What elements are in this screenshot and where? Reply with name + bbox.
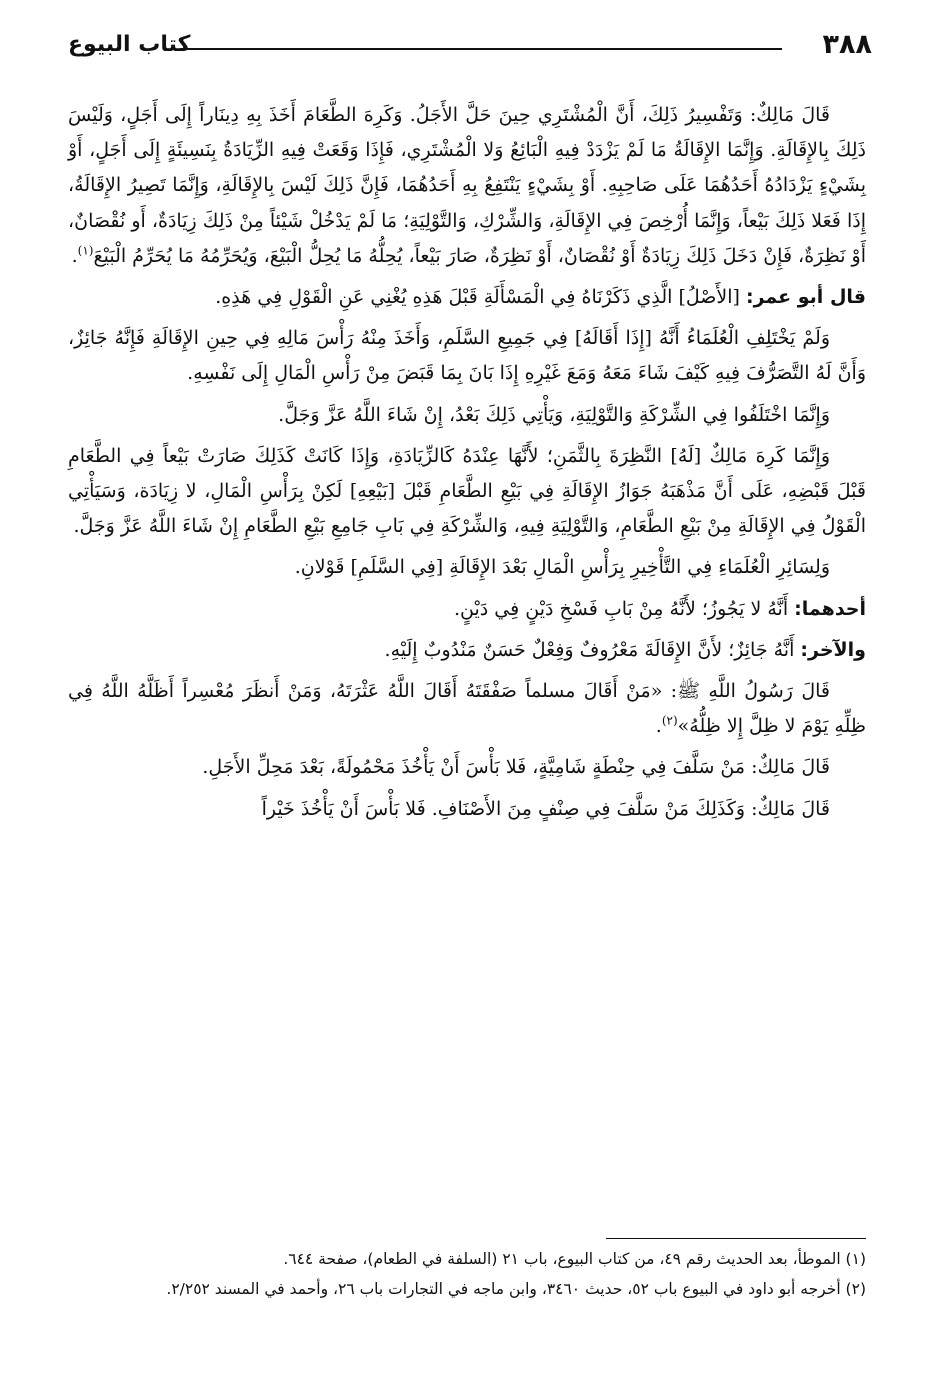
paragraph-speaker: قال أبو عمر: (746, 286, 866, 309)
paragraph-text: [الأَصْلُ] الَّذِي ذَكَرْنَاهُ فِي الْمَسْأَلَةِ قَبْلَ هَذِهِ يُغْنِي عَنِ الْقَوْلِ فِي هَذِهِ. (215, 286, 747, 309)
footnote-2: (٢) أخرجه أبو داود في البيوع باب ٥٢، حديث ٣٤٦٠، وابن ماجه في التجارات باب ٢٦، وأحمد في المسند ٢/٢٥٢. (166, 1280, 866, 1298)
footnote-rule (606, 1238, 866, 1239)
main-text (68, 98, 866, 833)
paragraph (68, 98, 866, 274)
header-rule (180, 48, 782, 50)
footnote-1: (١) الموطأ، بعد الحديث رقم ٤٩، من كتاب البيوع، باب ٢١ (السلفة في الطعام)، صفحة ٦٤٤. (283, 1250, 866, 1268)
paragraph-speaker: أحدهما: (794, 597, 866, 620)
paragraph-text: قَالَ مَالِكٌ: مَنْ سَلَّفَ فِي حِنْطَةٍ شَامِيَّةٍ، فَلا بَأْسَ أَنْ يَأْخُذَ مَحْمُولَةً، بَعْدَ مَحِلِّ الأَجَلِ. (202, 756, 830, 779)
paragraph-tail: . (71, 244, 78, 267)
paragraph (68, 550, 866, 585)
paragraph (68, 280, 866, 315)
paragraph-text: أَنَّهُ لا يَجُوزُ؛ لأَنَّهُ مِنْ بَابِ فَسْخِ دَيْنٍ فِي دَيْنٍ. (454, 597, 795, 620)
paragraph (68, 398, 866, 433)
paragraph-text: قَالَ مَالِكٌ: وَكَذَلِكَ مَنْ سَلَّفَ فِي صِنْفٍ مِنَ الأَصْنَافِ. فَلا بَأْسَ أَنْ يَأْخُذَ خَيْراً (261, 797, 830, 820)
paragraph-text: قَالَ مَالِكٌ: وَتَفْسِيرُ ذَلِكَ، أَنَّ الْمُشْتَرِي حِينَ حَلَّ الأَجَلُ. وَكَرِهَ الطَّعَامَ أَخَذَ بِهِ دِينَاراً إِلَى أَجَلٍ، وَلَيْسَ ذَلِكَ بِالإِقَالَةِ. وَإِنَّمَا الإِقَالَةُ مَا لَمْ يَزْدَدْ فِيهِ الْبَائِعُ وَلا الْمُشْتَرِي، فَإِذَا وَقَعَتْ فِيهِ الزِّيَادَةُ بِنَسِيئَةٍ إِلَى أَجَلٍ، أَوْ بِشَيْءٍ يَزْدَادُهُ أَحَدُهُمَا عَلَى صَاحِبِهِ. أَوْ بِشَيْءٍ يَنْتَفِعُ بِهِ أَحَدُهُمَا، فَإِنَّ ذَلِكَ لَيْسَ بِالإِقَالَةِ، وَإِنَّمَا تَصِيرُ الإِقَالَةُ، إِذَا فَعَلا ذَلِكَ بَيْعاً، وَإِنَّمَا أُرْخِصَ فِي الإِقَالَةِ، وَالشِّرْكِ، وَالتَّوْلِيَةِ؛ مَا لَمْ يَدْخُلْ شَيْئاً مِنْ ذَلِكَ زِيَادَةٌ، أَو نُقْصَانٌ، أَوْ نَظِرَةٌ، فَإِنْ دَخَلَ ذَلِكَ زِيَادَةٌ أَوْ نُقْصَانٌ، أَوْ نَظِرَةٌ، صَارَ بَيْعاً، يُحِلُّهُ مَا يُحِلُّ الْبَيْعَ، وَيُحَرِّمُهُ مَا يُحَرِّمُ الْبَيْعَ (68, 104, 866, 267)
paragraph-speaker: والآخر: (800, 638, 866, 661)
paragraph-text: وَلِسَائِرِ الْعُلَمَاءِ فِي التَّأْخِيرِ بِرَأْسِ الْمَالِ بَعْدَ الإِقَالَةِ [فِي السَّلَمِ] قَوْلانِ. (294, 556, 830, 579)
paragraph-text: وَإِنَّمَا كَرِهَ مَالِكٌ [لَهُ] النَّظِرَةَ بِالثَّمَنِ؛ لأَنَّهَا عِنْدَهُ كَالزِّيَادَةِ، وَإِذَا كَانَتْ كَذَلِكَ صَارَتْ بَيْعاً فِي الطَّعَامِ قَبْلَ قَبْضِهِ، عَلَى أَنَّ مَذْهَبَهُ جَوَازُ الإِقَالَةِ فِي بَيْعِ الطَّعَامِ قَبْلَ [بَيْعِهِ] لَكِنْ بِرَأْسِ الْمَالِ، لا زِيَادَة، وَسَيَأْتِي الْقَوْلُ فِي الإِقَالَةِ مِنْ بَيْعِ الطَّعَامِ، وَالتَّوْلِيَةِ فِيهِ، وَالشِّرْكَةِ فِي بَابِ جَامِعِ بَيْعِ الطَّعَامِ إِنْ شَاءَ اللَّهُ عَزَّ وَجَلَّ. (68, 444, 866, 538)
paragraph (68, 674, 866, 744)
paragraph (68, 592, 866, 627)
paragraph-tail: . (655, 715, 662, 738)
page-number: ٣٨٨ (822, 29, 872, 60)
footnotes (68, 1244, 866, 1304)
paragraph-text: قَالَ رَسُولُ اللَّهِ ﷺ: «مَنْ أَقَالَ مسلماً صَفْقَتَهُ أَقَالَ اللَّهُ عَثْرَتَهُ، وَمَنْ أَنظَرَ مُعْسِراً أَظَلَّهُ اللَّهُ فِي ظِلِّهِ يَوْمَ لا ظِلَّ إِلا ظِلُّهُ» (68, 680, 866, 738)
paragraph-text: وَإِنَّمَا اخْتَلَفُوا فِي الشِّرْكَةِ وَالتَّوْلِيَةِ، وَيَأْتِي ذَلِكَ بَعْدُ، إِنْ شَاءَ اللَّهُ عَزَّ وَجَلَّ. (278, 403, 830, 426)
paragraph-text: وَلَمْ يَخْتَلِفِ الْعُلَمَاءُ أَنَّهُ [إِذَا أَقَالَهُ] فِي جَمِيعِ السَّلَمِ، وَأَخَذَ مِنْهُ رَأْسَ مَالِهِ فِي حِينِ الإِقَالَةِ فَإِنَّهُ جَائِزٌ، وَأَنَّ لَهُ التَّصَرُّفَ فِيهِ كَيْفَ شَاءَ مَعَهُ وَمَعَ غَيْرِهِ إِذَا بَانَ بِمَا قَبَضَ مِنْ رَأْسِ الْمَالِ إِلَى نَفْسِهِ. (68, 327, 866, 385)
page-header (68, 30, 872, 62)
paragraph (68, 750, 866, 785)
footnote-reference[interactable]: (٢) (661, 713, 678, 728)
paragraph-text: أَنَّهُ جَائِزٌ؛ لأَنَّ الإِقَالَةَ مَعْرُوفٌ وَفِعْلٌ حَسَنٌ مَنْدُوبٌ إِلَيْهِ. (384, 638, 801, 661)
paragraph (68, 439, 866, 545)
paragraph (68, 633, 866, 668)
paragraph (68, 792, 866, 827)
footnote-reference[interactable]: (١) (77, 243, 94, 258)
paragraph (68, 321, 866, 391)
book-title: كتاب البيوع (68, 32, 191, 57)
